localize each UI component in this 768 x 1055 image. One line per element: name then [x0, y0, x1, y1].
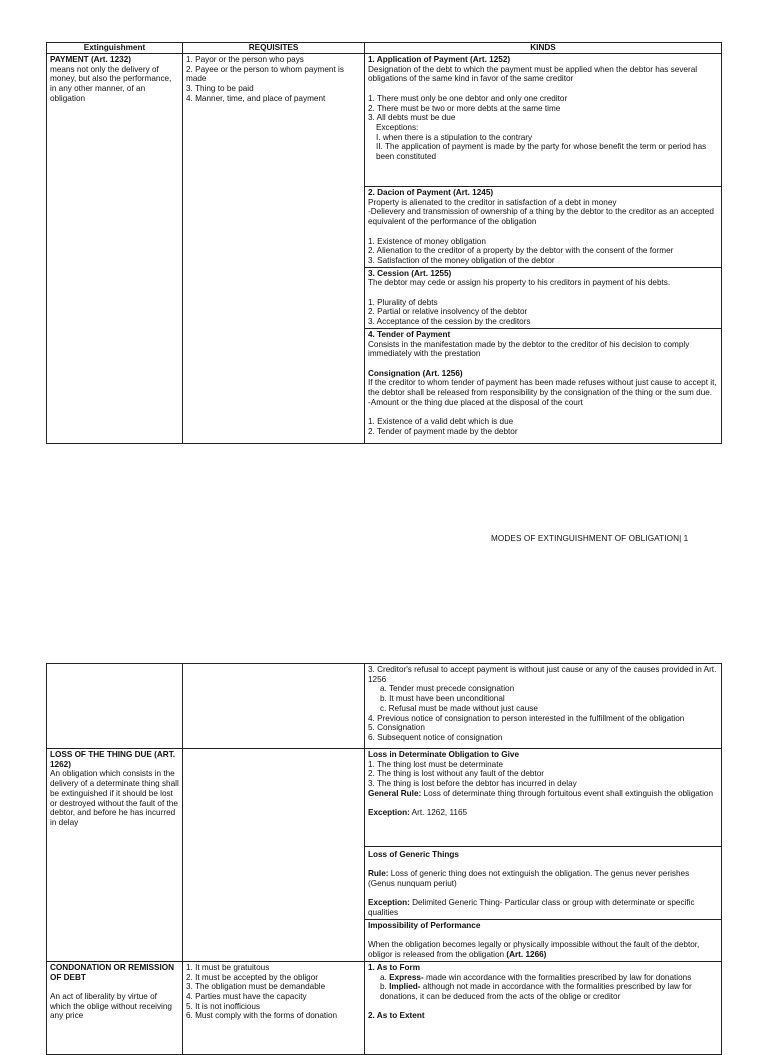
list-item: 2. It must be accepted by the obligor — [186, 972, 318, 982]
condonation-row — [47, 961, 722, 1054]
list-item: 4. Parties must have the capacity — [186, 991, 307, 1001]
list-item: 3. All debts must be due — [368, 113, 456, 123]
list-item: 3. Thing to be paid — [186, 84, 254, 94]
cession-cell — [365, 267, 722, 328]
application-cell — [365, 54, 722, 187]
list-item: 2. Alienation to the creditor of a property by the debtor with the consent of the former — [368, 246, 674, 256]
dacion-desc: -Delievery and transmission of ownership of a thing by the debtor to the creditor as an accepted equivalent of the performance of the obligation — [368, 207, 714, 227]
payment-title: PAYMENT (Art. 1232) — [50, 55, 131, 64]
implied-kind: b. Implied- although not made in accordance with the formalities prescribed by law for donations, it can be deduced from the acts of the oblige or creditor — [380, 982, 692, 1001]
list-item: 6. Subsequent notice of consignation — [368, 732, 503, 742]
list-item: 1. Existence of a valid debt which is due — [368, 417, 514, 427]
list-item: I. when there is a stipulation to the contrary — [376, 132, 533, 142]
determinate-title: Loss in Determinate Obligation to Give — [368, 750, 520, 759]
condonation-title: CONDONATION OR REMISSION OF DEBT — [50, 962, 175, 982]
condonation-kinds — [365, 961, 722, 1054]
list-item: b. It must have been unconditional — [380, 694, 505, 704]
payment-row — [47, 54, 722, 187]
payment-requisites — [183, 54, 365, 444]
impossibility-text: When the obligation becomes legally or physically impossible without the fault of the debtor, obligor is released from the obligation (Art. 1266) — [368, 940, 700, 960]
condonation-desc: An act of liberality by virtue of which the oblige without receiving any price — [50, 991, 172, 1021]
determinate-cell — [365, 749, 722, 847]
form-title: 1. As to Form — [368, 962, 421, 972]
impossibility-cell — [365, 920, 722, 962]
generic-rule: Rule: Loss of generic thing does not extinguish the obligation. The genus never perishes (Genus nunquam periut) — [368, 869, 690, 889]
exceptions-label: Exceptions: — [376, 122, 419, 132]
loss-cell — [47, 749, 183, 962]
list-item: 4. Manner, time, and place of payment — [186, 93, 326, 103]
dacion-desc: Property is alienated to the creditor in satisfaction of a debt in money — [368, 197, 617, 207]
general-rule: General Rule: Loss of determinate thing through fortuitous event shall extinguish the obligation — [368, 788, 714, 798]
header-kinds: KINDS — [365, 43, 722, 54]
list-item: 1. It must be gratuitous — [186, 962, 270, 972]
empty-cell — [47, 664, 183, 749]
list-item: 2. Payee or the person to whom payment is made — [186, 64, 344, 84]
generic-cell — [365, 847, 722, 920]
list-item: 5. It is not inofficious — [186, 1001, 261, 1011]
list-item: 3. The obligation must be demandable — [186, 982, 326, 992]
empty-cell — [183, 749, 365, 962]
consignation-desc: -Amount or the thing due placed at the disposal of the court — [368, 397, 583, 407]
empty-cell — [183, 664, 365, 749]
list-item: 2. Partial or relative insolvency of the debtor — [368, 307, 528, 317]
list-item: 1. Existence of money obligation — [368, 236, 486, 246]
condonation-requisites — [183, 961, 365, 1054]
header-row — [47, 43, 722, 54]
header-requisites: REQUISITES — [183, 43, 365, 54]
tender-cell — [365, 328, 722, 443]
page1-table — [46, 42, 722, 444]
list-item: II. The application of payment is made by the party for whose benefit the term or period has been constituted — [376, 142, 707, 162]
exception: Exception: Art. 1262, 1165 — [368, 808, 468, 818]
tender-desc: Consists in the manifestation made by the debtor to the creditor of his decision to comply immediately with the prestation — [368, 339, 690, 359]
list-item: a. Tender must precede consignation — [380, 684, 515, 694]
loss-desc: An obligation which consists in the delivery of a determinate thing shall be extinguished if it should be lost or destroyed without the fault of the debtor, and before he has incurred in delay — [50, 769, 179, 827]
cession-title: 3. Cession (Art. 1255) — [368, 268, 452, 278]
express-kind: a. Express- made win accordance with the formalities prescribed by law for donations — [380, 972, 692, 982]
generic-title: Loss of Generic Things — [368, 850, 459, 859]
list-item: 1. There must only be one debtor and only one creditor — [368, 93, 568, 103]
list-item: 2. Tender of payment made by the debtor — [368, 426, 518, 436]
condonation-cell — [47, 961, 183, 1054]
continued-row — [47, 664, 722, 749]
consignation-title: Consignation (Art. 1256) — [368, 368, 463, 378]
loss-row — [47, 749, 722, 847]
list-item: 1. Payor or the person who pays — [186, 55, 304, 64]
consignation-desc: If the creditor to whom tender of payment has been made refuses without just cause to accept it, the debtor shall be released from responsibility by the consignation of the thing or the sum due. — [368, 378, 717, 398]
page-footer: MODES OF EXTINGUISHMENT OF OBLIGATION| 1 — [491, 534, 689, 543]
application-title: 1. Application of Payment (Art. 1252) — [368, 55, 511, 64]
loss-title: LOSS OF THE THING DUE (ART. 1262) — [50, 750, 176, 769]
impossibility-title: Impossibility of Performance — [368, 921, 481, 930]
tender-title: 4. Tender of Payment — [368, 329, 451, 339]
list-item: c. Refusal must be made without just cause — [380, 703, 538, 713]
list-item: 3. Satisfaction of the money obligation of the debtor — [368, 255, 555, 265]
list-item: 4. Previous notice of consignation to person interested in the fulfillment of the obligation — [368, 713, 685, 723]
list-item: 2. There must be two or more debts at the same time — [368, 103, 561, 113]
consignation-continued-cell — [365, 664, 722, 749]
payment-cell — [47, 54, 183, 444]
payment-desc: means not only the delivery of money, but also the performance, in any other manner, of an obligation — [50, 64, 172, 103]
cession-desc: The debtor may cede or assign his property to his creditors in payment of his debts. — [368, 278, 671, 288]
list-item: 1. Plurality of debts — [368, 297, 438, 307]
dacion-title: 2. Dacion of Payment (Art. 1245) — [368, 188, 494, 197]
dacion-cell — [365, 187, 722, 268]
list-item: 3. Acceptance of the cession by the creditors — [368, 317, 531, 327]
list-item: 3. The thing is lost before the debtor has incurred in delay — [368, 779, 577, 789]
list-item: 5. Consignation — [368, 723, 425, 733]
continued-lead: 3. Creditor's refusal to accept payment is without just cause or any of the causes provided in Art. 1256 — [368, 665, 717, 684]
list-item: 6. Must comply with the forms of donation — [186, 1011, 338, 1021]
application-desc: Designation of the debt to which the payment must be applied when the debtor has several obligations of the same kind in favor of the same creditor — [368, 64, 698, 84]
page2-table — [46, 663, 722, 1055]
list-item: 2. The thing is lost without any fault of the debtor — [368, 769, 544, 779]
list-item: 1. The thing lost must be determinate — [368, 759, 504, 769]
extent-title: 2. As to Extent — [368, 1011, 425, 1021]
header-extinguishment: Extinguishment — [47, 43, 183, 54]
generic-exception: Exception: Delimited Generic Thing- Particular class or group with determinate or specific qualities — [368, 898, 695, 918]
